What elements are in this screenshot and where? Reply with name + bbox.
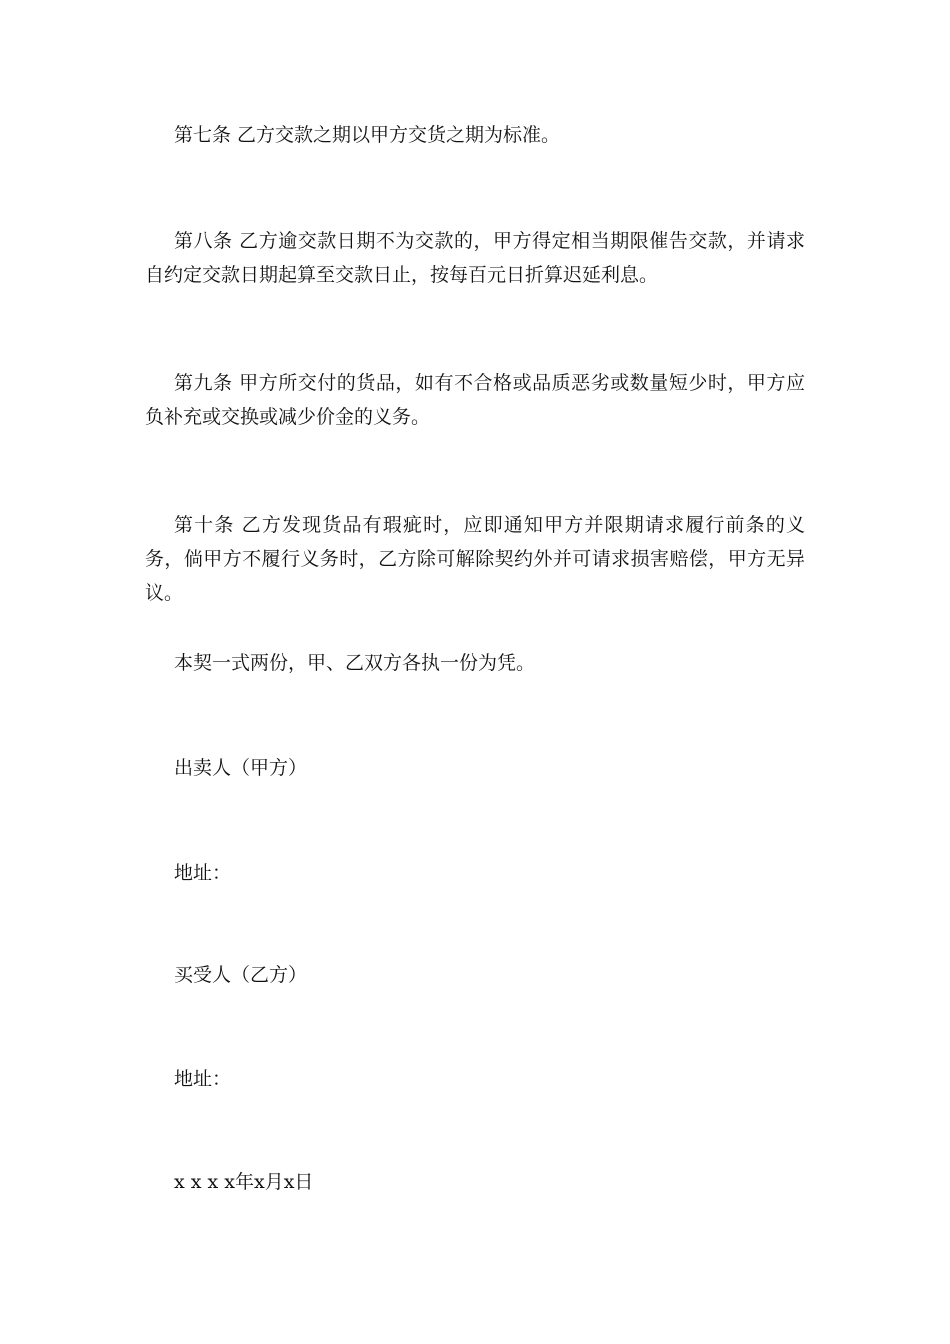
copies-clause: 本契一式两份，甲、乙双方各执一份为凭。	[174, 652, 536, 674]
article-9: 第九条 甲方所交付的货品，如有不合格或品质恶劣或数量短少时，甲方应负补充或交换或减少价金的义务。	[145, 372, 805, 428]
signing-date: x x x x年x月x日	[174, 1171, 314, 1193]
buyer-address-label: 地址：	[174, 1068, 232, 1090]
article-10: 第十条 乙方发现货品有瑕疵时，应即通知甲方并限期请求履行前条的义务，倘甲方不履行义务时，乙方除可解除契约外并可请求损害赔偿，甲方无异议。	[145, 514, 805, 604]
seller-label: 出卖人（甲方）	[174, 757, 308, 779]
buyer-label: 买受人（乙方）	[174, 964, 308, 986]
article-8: 第八条 乙方逾交款日期不为交款的，甲方得定相当期限催告交款，并请求自约定交款日期起算至交款日止，按每百元日折算迟延利息。	[145, 230, 805, 286]
article-7: 第七条 乙方交款之期以甲方交货之期为标准。	[174, 124, 561, 146]
seller-address-label: 地址：	[174, 862, 232, 884]
